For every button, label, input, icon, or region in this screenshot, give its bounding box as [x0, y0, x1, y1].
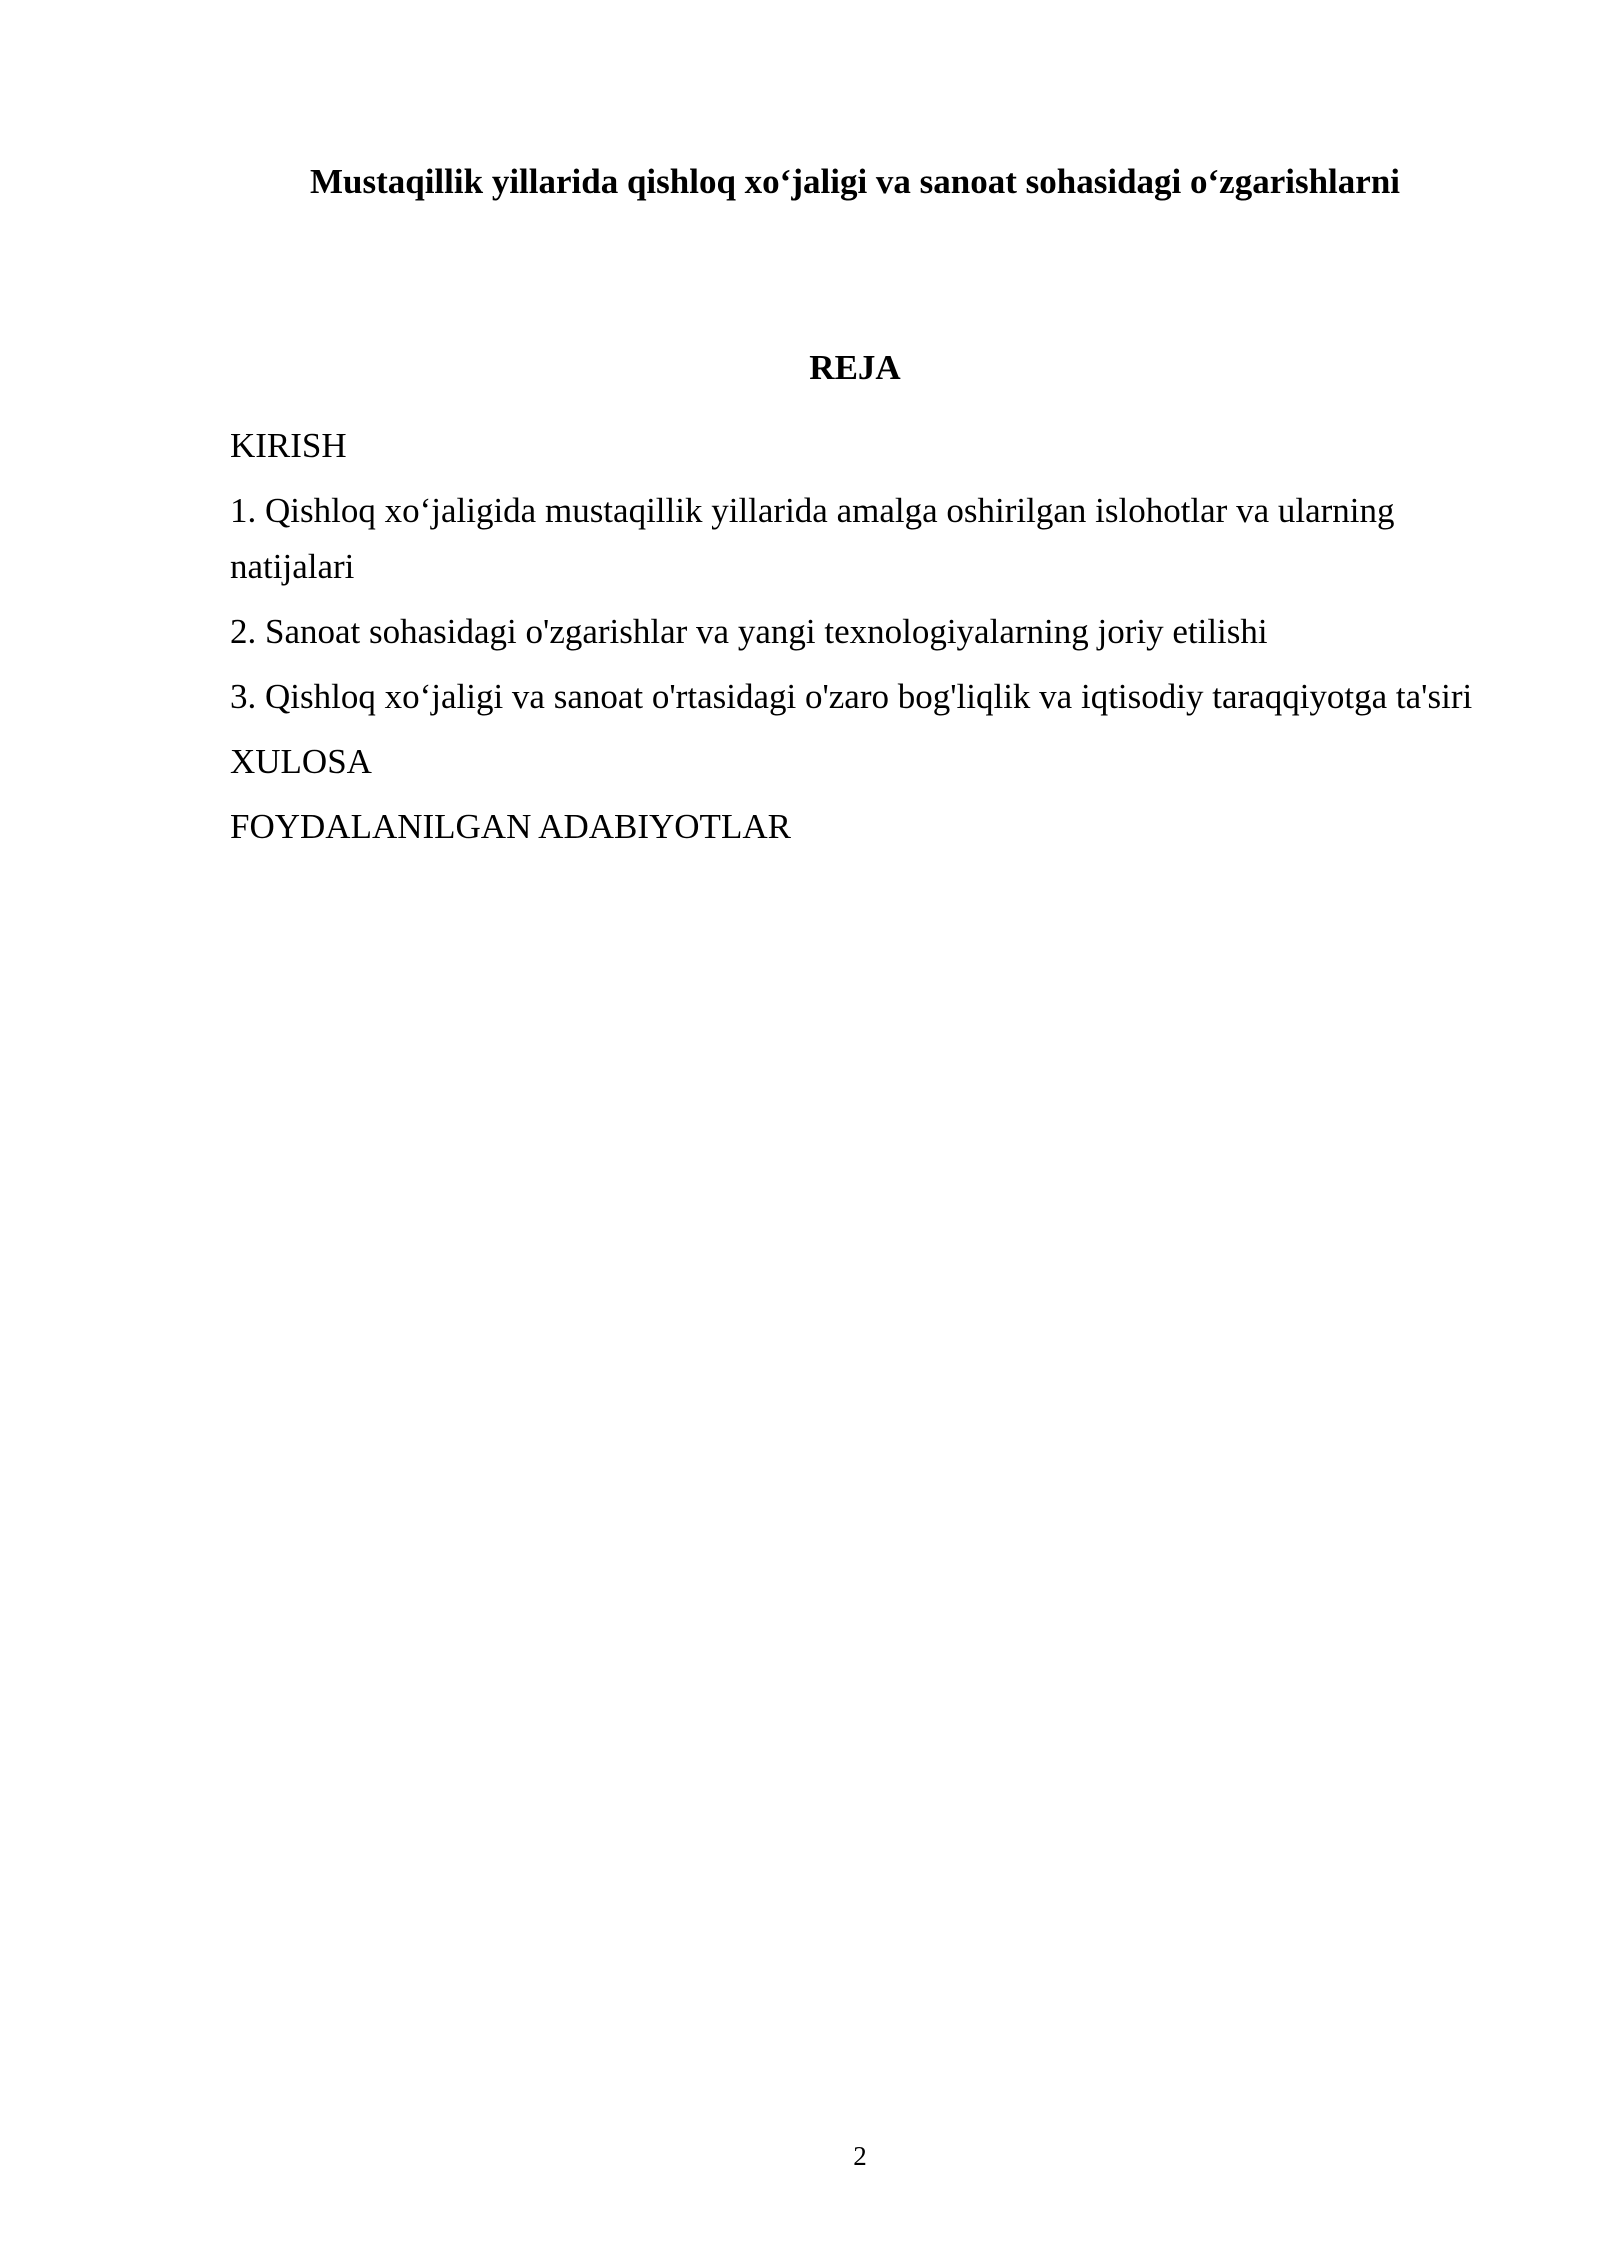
plan-list [230, 418, 1500, 864]
plan-item-references: FOYDALANILGAN ADABIYOTLAR [230, 807, 791, 846]
plan-item-introduction: KIRISH [230, 426, 347, 465]
document-title: Mustaqillik yillarida qishloq xo‘jaligi va sanoat sohasidagi o‘zgarishlarni [309, 162, 1401, 201]
plan-item-2: 2. Sanoat sohasidagi o'zgarishlar va yangi texnologiyalarning joriy etilishi [230, 612, 1268, 651]
plan-item-1: 1. Qishloq xo‘jaligida mustaqillik yillarida amalga oshirilgan islohotlar va ularning natijalari [230, 491, 1395, 586]
plan-item-conclusion: XULOSA [230, 742, 372, 781]
plan-item-3: 3. Qishloq xo‘jaligi va sanoat o'rtasidagi o'zaro bog'liqlik va iqtisodiy taraqqiyotga ta'siri [230, 677, 1473, 716]
page-number: 2 [853, 2141, 867, 2171]
plan-heading: REJA [809, 348, 901, 387]
